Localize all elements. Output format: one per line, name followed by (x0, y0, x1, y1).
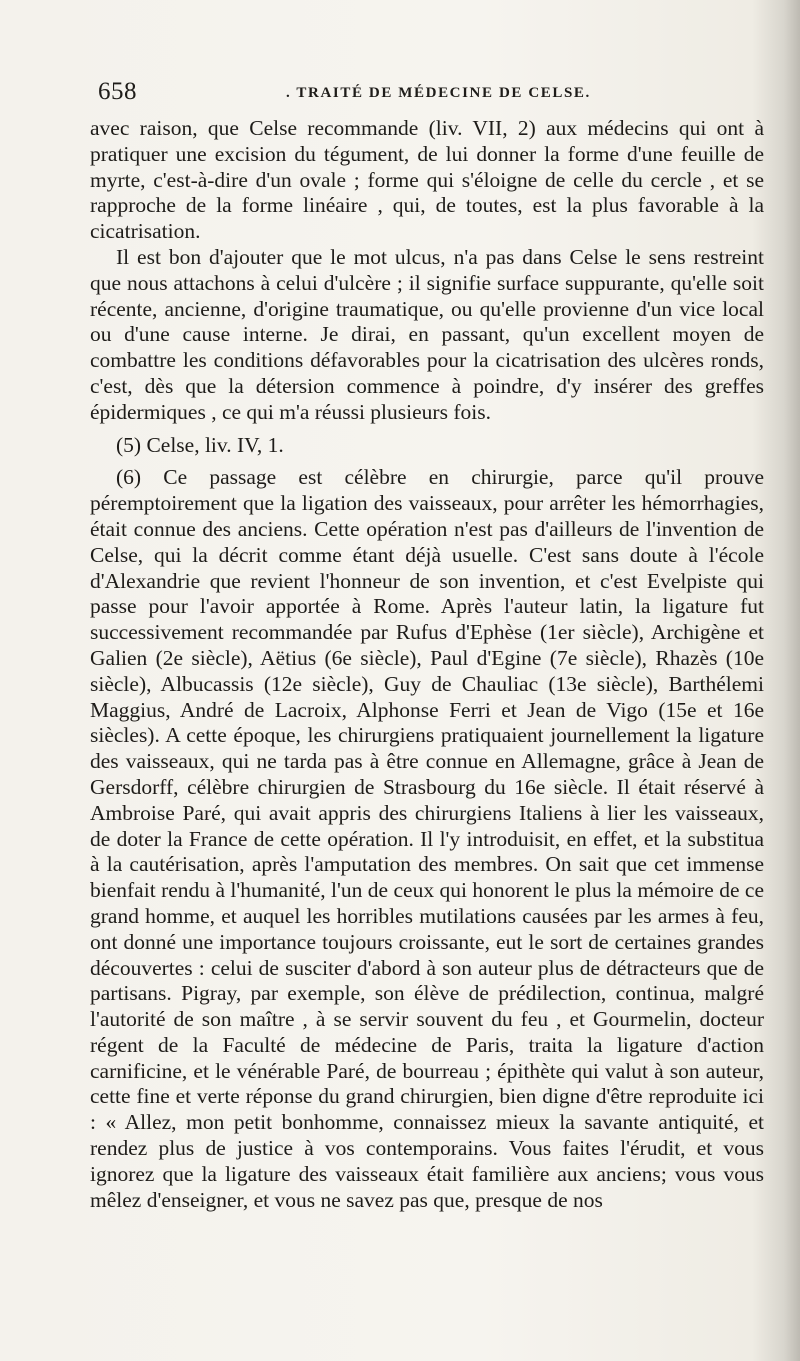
running-title: . TRAITÉ DE MÉDECINE DE CELSE. (286, 85, 591, 101)
page-number: 658 (98, 78, 137, 105)
page-header (98, 78, 778, 114)
footnote-5: (5) Celse, liv. IV, 1. (116, 432, 284, 457)
footnote-6: (6) Ce passage est célèbre en chirurgie, parce qu'il prouve péremptoirement que la ligation des vaisseaux, pour arrêter les hémorrhagies, était connue des anciens. Cette opération n'est pas d'ailleurs de l'invention de Celse, qui la décrit comme étant déjà usuelle. C'est sans doute à l'école d'Alexandrie que revient l'honneur de son invention, et c'est Evelpiste qui passe pour l'avoir apportée à Rome. Après l'auteur latin, la ligature fut successivement recommandée par Rufus d'Ephèse (1er siècle), Archigène et Galien (2e siècle), Aëtius (6e siècle), Paul d'Egine (7e siècle), Rhazès (10e siècle), Albucassis (12e siècle), Guy de Chauliac (13e siècle), Barthélemi Maggius, André de Lacroix, Alphonse Ferri et Jean de Vigo (15e et 16e siècles). A cette époque, les chirurgiens pratiquaient journellement la ligature des vaisseaux, qui ne tarda pas à être connue en Allemagne, grâce à Jean de Gersdorff, célèbre chirurgien de Strasbourg du 16e siècle. Il était réservé à Ambroise Paré, qui avait appris des chirurgiens Italiens à lier les vaisseaux, de doter la France de cette opération. Il l'y introduisit, en effet, et la substitua à la cautérisation, après l'amputation des membres. On sait que cet immense bienfait rendu à l'humanité, l'un de ceux qui honorent le plus la mémoire de ce grand homme, et auquel les horribles mutilations causées par les armes à feu, ont donné une importance toujours croissante, eut le sort de certaines grandes découvertes : celui de susciter d'abord à son auteur plus de détracteurs que de partisans. Pigray, par exemple, son élève de prédilection, continua, malgré l'autorité de son maître , à se servir souvent du feu , et Gourmelin, docteur régent de la Faculté de médecine de Paris, traita la ligature d'action carnificine, et le vénérable Paré, de bourreau ; épithète qui valut à son auteur, cette fine et verte réponse du grand chirurgien, bien digne d'être reproduite ici : « Allez, mon petit bonhomme, connaissez mieux la savante antiquité, et rendez plus de justice à vos contemporains. Vous faites l'érudit, et vous ignorez que la ligature des vaisseaux était familière aux anciens; vous vous mêlez d'enseigner, et vous ne savez pas que, presque de nos (90, 465, 764, 1212)
body-text (90, 116, 764, 1213)
paragraph-continued: avec raison, que Celse recommande (liv. VII, 2) aux médecins qui ont à pratiquer une excision du tégument, de lui donner la forme d'une feuille de myrte, c'est-à-dire d'un ovale ; forme qui s'éloigne de celle du cercle , et se rapproche de la forme linéaire , qui, de toutes, est la plus favorable à la cicatrisation. (90, 116, 764, 244)
paragraph-ulcus-note: Il est bon d'ajouter que le mot ulcus, n'a pas dans Celse le sens restreint que nous attachons à celui d'ulcère ; il signifie surface suppurante, qu'elle soit récente, ancienne, d'origine traumatique, ou qu'elle provienne d'un vice local ou d'une cause interne. Je dirai, en passant, qu'un excellent moyen de combattre les conditions défavorables pour la cicatrisation des ulcères ronds, c'est, dès que la détersion commence à poindre, d'y insérer des greffes épidermiques , ce qui m'a réussi plusieurs fois. (90, 244, 764, 424)
